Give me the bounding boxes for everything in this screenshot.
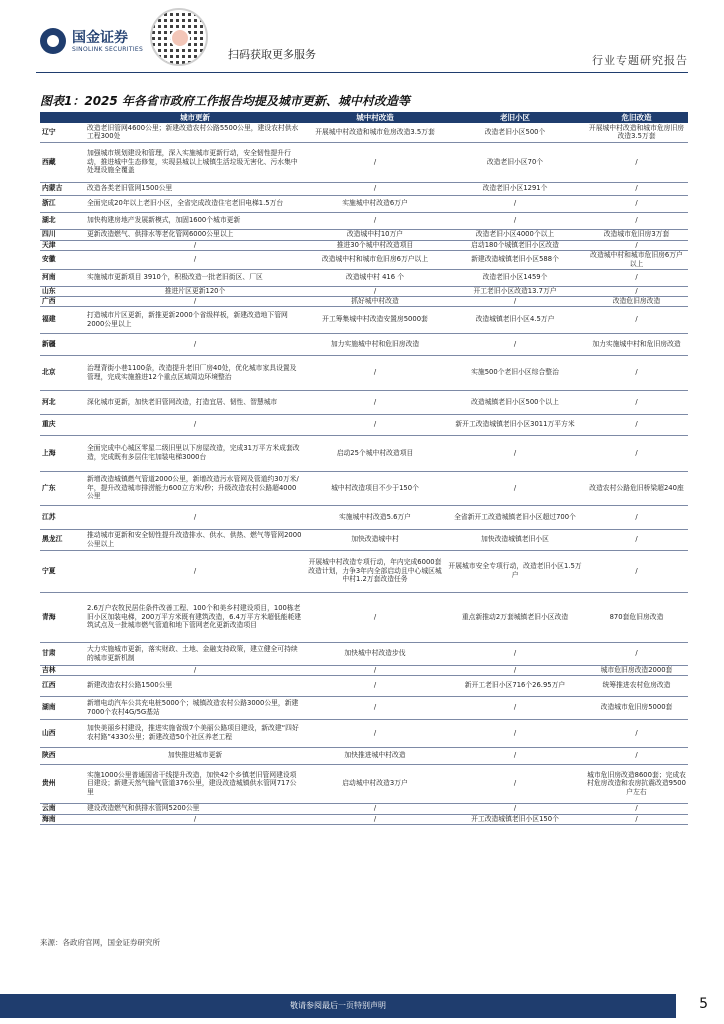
table-cell: 开展城中村改造专项行动，年内完成6000套改造计划，力争3年内全部启动且中心城区城中村1.2万套改造任务 [305,550,445,592]
table-cell: 改造老旧小区1291个 [445,182,585,195]
table-row [40,182,688,195]
table-cell: 城中村改造项目不少于150个 [305,471,445,505]
table-cell: 更新改造燃气、供排水等老化管网6000公里以上 [85,229,305,240]
table-cell: / [445,747,585,764]
table-cell: 新开工老旧小区716个26.95万户 [445,675,585,696]
table-cell: 改造老旧小区1459个 [445,269,585,286]
table-cell: / [85,550,305,592]
table-row [40,333,688,355]
table-row [40,269,688,286]
province-cell: 新疆 [40,333,85,355]
table-cell: 城市危旧房改造2000套 [585,665,688,675]
brand-logo [40,28,143,54]
table-cell: 开工改造城镇老旧小区150个 [445,814,585,824]
brand-name-cn: 国金证券 [72,29,128,46]
table-row [40,814,688,824]
table-cell: 改造老旧小区70个 [445,142,585,182]
table-cell: 启动180个城镇老旧小区改造 [445,240,585,250]
table-row [40,414,688,435]
province-cell: 江苏 [40,505,85,529]
table-cell: / [585,529,688,550]
table-cell: / [445,665,585,675]
province-cell: 云南 [40,803,85,814]
table-cell: 实施城市更新项目 3910个，积极改造一批老旧街区、厂区 [85,269,305,286]
table-cell: 开展城中村改造和城市危房改造3.5万套 [305,123,445,142]
footer-disclaimer: 敬请参阅最后一页特别声明 [290,1001,386,1010]
table-row [40,642,688,665]
province-cell: 江西 [40,675,85,696]
table-cell: 实施城中村改造6万户 [305,195,445,212]
page-header [0,0,724,72]
table-cell: 统筹推进农村危房改造 [585,675,688,696]
table-cell: / [305,355,445,390]
table-cell: / [585,505,688,529]
table-cell: 改造老旧小区500个 [445,123,585,142]
table-cell: / [585,306,688,333]
table-cell: / [85,296,305,306]
table-row [40,123,688,142]
table-cell: / [305,286,445,296]
table-cell: / [585,550,688,592]
table-cell: / [445,803,585,814]
province-cell: 西藏 [40,142,85,182]
table-cell: 实施城中村改造5.6万户 [305,505,445,529]
table-cell: / [305,814,445,824]
source-note: 来源：各政府官网，国金证券研究所 [40,938,160,947]
table-cell: / [85,240,305,250]
province-cell: 河南 [40,269,85,286]
province-cell: 广东 [40,471,85,505]
province-cell: 海南 [40,814,85,824]
table-cell: 加快美丽乡村建设，推进实施省级7个美丽公路项目建设，新改建“四好农村路”4330公里；新建改造50个社区养老工程 [85,719,305,747]
province-cell: 安徽 [40,250,85,269]
table-cell: 全面完成20年以上老旧小区，全省完成改造住宅老旧电梯1.5万台 [85,195,305,212]
table-cell: / [445,333,585,355]
table-cell: 改造城中村和城市危旧房6万户以上 [305,250,445,269]
table-row [40,229,688,240]
table-cell: 推进30个城中村改造项目 [305,240,445,250]
table-row [40,471,688,505]
table-cell: / [585,414,688,435]
province-cell: 北京 [40,355,85,390]
table-cell: / [85,414,305,435]
table-cell: 重点新推动2万套城镇老旧小区改造 [445,592,585,642]
table-row [40,286,688,296]
table-cell: 加快构建房地产发展新模式，加固1600个城市更新 [85,212,305,229]
table-cell: / [305,665,445,675]
table-cell: / [585,435,688,471]
table-cell: / [85,505,305,529]
table-cell: 改造老旧管网4600公里；新建改造农村公路5500公里，建设农村供水工程300处 [85,123,305,142]
column-header [40,112,85,123]
column-header: 老旧小区 [445,112,585,123]
table-cell: 加快改造城镇老旧小区 [445,529,585,550]
table-cell: / [445,642,585,665]
table-cell: / [445,296,585,306]
table-cell: 改造城中村 416 个 [305,269,445,286]
table-cell: 改造城市危旧房5000套 [585,696,688,719]
table-cell: 改造农村公路危旧桥梁超240座 [585,471,688,505]
table-cell: 新增改造城镇燃气管道2000公里，新增改造污水管网及管道约30万米/年，提升改造城市排涝能力600立方米/秒；升级改造农村公路超4000公里 [85,471,305,505]
table-header-row [40,112,688,123]
table-cell: 新建改造农村公路1500公里 [85,675,305,696]
table-cell: / [445,195,585,212]
province-cell: 青海 [40,592,85,642]
table-row [40,665,688,675]
table-cell: / [585,269,688,286]
table-cell: 加快城中村改造步伐 [305,642,445,665]
province-cell: 山东 [40,286,85,296]
table-row [40,306,688,333]
table-cell: 开工筹集城中村改造安置房5000套 [305,306,445,333]
column-header: 危旧改造 [585,112,688,123]
province-cell: 内蒙古 [40,182,85,195]
table-cell: 加快改造城中村 [305,529,445,550]
table-row [40,764,688,803]
table-cell: / [585,212,688,229]
table-cell: 新建改造城镇老旧小区588个 [445,250,585,269]
table-cell: / [85,333,305,355]
table-cell: 改造各类老旧管网1500公里 [85,182,305,195]
table-cell: / [305,592,445,642]
table-cell: / [305,675,445,696]
table-row [40,592,688,642]
column-header: 城中村改造 [305,112,445,123]
table-cell: 启动城中村改造3万户 [305,764,445,803]
table-cell: / [445,471,585,505]
table-cell: / [305,212,445,229]
table-row [40,435,688,471]
table-row [40,355,688,390]
table-cell: 改造城镇老旧小区500个以上 [445,390,585,414]
province-cell: 甘肃 [40,642,85,665]
table-row [40,195,688,212]
table-cell: 启动25个城中村改造项目 [305,435,445,471]
table-cell: / [85,665,305,675]
table-row [40,296,688,306]
table-cell: 实施1000公里普通国省干线提升改造，加快42个乡镇老旧管网建设项目建设；新建天然气输气管道376公里，建设改造城镇供水管网717公里 [85,764,305,803]
table-cell: 改造危旧房改造 [585,296,688,306]
table-cell: 改造城中村10万户 [305,229,445,240]
table-cell: 改造城市危旧房3万套 [585,229,688,240]
table-cell: 改造老旧小区4000个以上 [445,229,585,240]
table-cell: 新开工改造城镇老旧小区3011万平方米 [445,414,585,435]
table-cell: 大力实施城市更新，落实财政、土地、金融支持政策，建立健全可持续的城市更新机制 [85,642,305,665]
table-cell: 抓好城中村改造 [305,296,445,306]
table-cell: 全面完成中心城区零星二级旧里以下房屋改造，完成31万平方米成套改造，完成既有多层住宅加装电梯3000台 [85,435,305,471]
report-type-label: 行业专题研究报告 [592,54,688,67]
table-cell: 推进片区更新120个 [85,286,305,296]
table-cell: / [85,250,305,269]
province-cell: 湖北 [40,212,85,229]
scan-prompt: 扫码获取更多服务 [228,48,316,61]
figure-title: 图表1：2025 年各省市政府工作报告均提及城市更新、城中村改造等 [40,94,410,108]
table-cell: / [585,747,688,764]
table-cell: / [445,719,585,747]
table-cell: / [305,414,445,435]
table-cell: / [585,390,688,414]
table-cell: / [585,195,688,212]
table-cell: 开工老旧小区改造13.7万户 [445,286,585,296]
table-row [40,719,688,747]
table-cell: 打造城市片区更新，新推更新2000个省级样板，新建改造地下管网2000公里以上 [85,306,305,333]
table-cell: / [305,142,445,182]
table-cell: / [585,803,688,814]
province-cell: 天津 [40,240,85,250]
province-cell: 湖南 [40,696,85,719]
table-body [40,123,688,824]
table-cell: / [585,240,688,250]
table-cell: 加快推进城市更新 [85,747,305,764]
province-cell: 山西 [40,719,85,747]
page-number: 5 [699,996,708,1012]
province-cell: 浙江 [40,195,85,212]
table-row [40,550,688,592]
qr-code-icon[interactable] [150,8,208,66]
table-cell: 建设改造燃气和供排水管网5200公里 [85,803,305,814]
table-cell: 全省新开工改造城镇老旧小区超过700个 [445,505,585,529]
table-cell: 改造城中村和城市危旧房6万户以上 [585,250,688,269]
table-cell: / [445,696,585,719]
table-cell: / [585,286,688,296]
province-cell: 四川 [40,229,85,240]
table-cell: 加力实施城中村和危旧房改造 [585,333,688,355]
table-cell: / [585,719,688,747]
policy-table [40,112,688,825]
table-cell: 2.6万户农牧民居住条件改善工程、100个和美乡村建设项目，100栋老旧小区加装电梯，200万平方米既有建筑改造，6.4万平方米超低能耗建筑试点及一批城市燃气管道和地下管网老化更新改造项目 [85,592,305,642]
table-cell: 深化城市更新，加快老旧管网改造，打造宜居、韧性、智慧城市 [85,390,305,414]
table-cell: 开展城中村改造和城市危房旧房改造3.5万套 [585,123,688,142]
table-cell: 加快推进城中村改造 [305,747,445,764]
province-cell: 广西 [40,296,85,306]
table-row [40,747,688,764]
province-cell: 吉林 [40,665,85,675]
province-cell: 辽宁 [40,123,85,142]
province-cell: 宁夏 [40,550,85,592]
province-cell: 陕西 [40,747,85,764]
table-cell: / [305,390,445,414]
table-row [40,390,688,414]
table-cell: / [585,182,688,195]
table-cell: / [305,803,445,814]
table-cell: / [585,642,688,665]
table-row [40,142,688,182]
table-cell: / [585,355,688,390]
table-cell: / [445,435,585,471]
table-row [40,250,688,269]
table-cell: 实施500个老旧小区综合整治 [445,355,585,390]
table-row [40,529,688,550]
province-cell: 贵州 [40,764,85,803]
table-cell: 加力实施城中村和危旧房改造 [305,333,445,355]
table-cell: 城市危旧房改造8600套；完成农村危房改造和农房抗震改造9500户左右 [585,764,688,803]
table-cell: / [585,814,688,824]
table-cell: 改造城镇老旧小区4.5万户 [445,306,585,333]
table-cell: 870套危旧房改造 [585,592,688,642]
table-row [40,212,688,229]
table-cell: 推动城市更新和安全韧性提升改造排水、供水、供热、燃气等管网2000公里以上 [85,529,305,550]
province-cell: 黑龙江 [40,529,85,550]
qr-avatar-icon [170,28,190,48]
province-cell: 河北 [40,390,85,414]
table-row [40,505,688,529]
table-cell: 新增电动汽车公共充电桩5000个；城镇改造农村公路3000公里，新建7000个农村4G/5G基站 [85,696,305,719]
table-row [40,675,688,696]
table-row [40,696,688,719]
table-cell: 加强城市规划建设和管理，深入实施城市更新行动，安全韧性提升行动，推进城中生态修复，实现县城以上城镇生活垃圾无害化、污水集中处理设施全覆盖 [85,142,305,182]
table-cell: / [445,764,585,803]
table-cell: 治理背街小巷1100条，改造提升老旧厂房40处，优化城市家具设置及管理，完成实施推进12个重点区域周边环境整治 [85,355,305,390]
table-cell: / [305,182,445,195]
table-cell: / [445,212,585,229]
table-cell: 开展城市安全专项行动，改造老旧小区1.5万户 [445,550,585,592]
table-cell: / [305,719,445,747]
table-cell: / [305,696,445,719]
province-cell: 福建 [40,306,85,333]
province-cell: 重庆 [40,414,85,435]
table-row [40,240,688,250]
brand-mark-icon [40,28,66,54]
column-header: 城市更新 [85,112,305,123]
table-row [40,803,688,814]
brand-name-en: SINOLINK SECURITIES [72,45,144,53]
table-cell: / [85,814,305,824]
province-cell: 上海 [40,435,85,471]
header-divider [36,72,688,73]
table-cell: / [585,142,688,182]
